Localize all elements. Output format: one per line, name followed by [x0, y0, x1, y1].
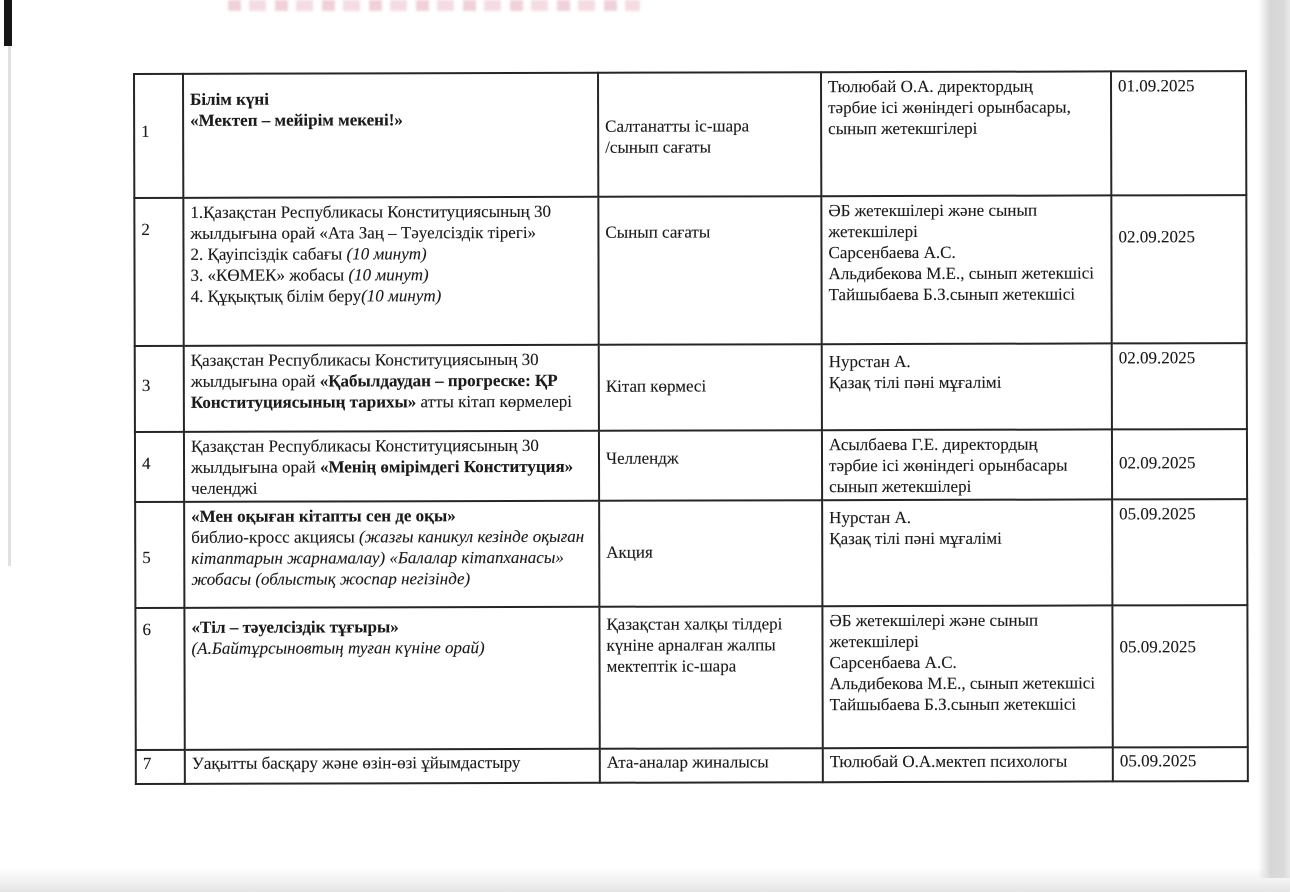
date-cell: 02.09.2025	[1112, 343, 1247, 429]
text-segment: Нурстан А.	[829, 507, 912, 528]
text-segment: Альдибекова М.Е., сынып жетекшісі	[829, 673, 1096, 694]
event-cell	[184, 431, 599, 502]
table-row	[134, 71, 1246, 198]
text-segment: (10 минут)	[348, 265, 429, 285]
text-segment: Тайшыбаева Б.З.сынып жетекшісі	[828, 284, 1076, 305]
text-segment: челенджі	[191, 478, 258, 498]
table-row	[134, 195, 1246, 346]
text-segment: «Балалар кітапханасы» жобасы (облыстық жоспар негізінде)	[191, 547, 564, 589]
text-segment: Тюлюбай О.А. директордың	[828, 76, 1033, 97]
table-row	[136, 747, 1248, 784]
date-cell: 05.09.2025	[1113, 747, 1248, 781]
format-cell	[599, 430, 822, 501]
event-cell	[184, 501, 599, 608]
text-segment: 4. Құқықтық білім беру	[190, 286, 362, 306]
text-segment: Сарсенбаева А.С.	[828, 242, 956, 263]
text-segment: тәрбие ісі жөніндегі орынбасары,	[828, 97, 1071, 118]
format-cell	[599, 500, 822, 607]
text-segment: «Мен оқыған кітапты сен де оқы»	[191, 506, 456, 526]
text-segment: «Менің өмірімдегі Конституция»	[319, 456, 574, 477]
text-segment: Қазақстан Республикасы Конституциясының 30 жылдығына орай	[190, 435, 539, 477]
text-segment: Сынып сағаты	[605, 222, 711, 242]
event-plan-table	[133, 70, 1249, 785]
text-segment: 3. «КӨМЕК» жобасы	[190, 265, 349, 285]
text-segment: (жазғы каникул кезінде оқыған кітаптарын жарнамалау)	[191, 526, 585, 568]
text-segment: Тюлюбай О.А.мектеп психологы	[829, 751, 1068, 772]
scan-left-edge-line	[8, 46, 11, 566]
row-number-cell: 5	[135, 502, 184, 608]
text-segment: атты кітап көрмелері	[416, 391, 573, 412]
format-cell	[599, 344, 822, 431]
event-cell	[183, 197, 598, 346]
text-segment: тәрбие ісі жөніндегі орынбасары	[829, 455, 1068, 476]
row-number-cell: 1	[134, 74, 183, 198]
text-segment: Қазақстан халқы тілдері күніне арналған жалпы мектептік іс-шара	[606, 614, 783, 676]
responsible-cell	[822, 429, 1112, 500]
text-segment: Акция	[606, 542, 653, 562]
text-segment: /сынып сағаты	[605, 137, 712, 157]
responsible-cell	[821, 195, 1111, 344]
date-cell: 02.09.2025	[1111, 195, 1246, 343]
text-segment: Білім күні	[190, 89, 269, 109]
format-cell	[600, 748, 823, 783]
row-number-cell: 4	[135, 432, 184, 502]
date-cell: 02.09.2025	[1112, 429, 1247, 499]
table-row	[135, 499, 1247, 608]
text-segment: ӘБ жетекшілері және сынып жетекшілері	[828, 200, 1038, 242]
row-number-cell: 6	[135, 608, 184, 750]
text-segment: Кітап көрмесі	[605, 376, 707, 396]
format-cell	[598, 196, 821, 345]
text-segment: (10 минут)	[361, 286, 442, 306]
text-segment: «Қабылдаудан – прогреске: ҚР Конституциясының тарихы»	[190, 370, 558, 412]
text-segment: Тайшыбаева Б.З.сынып жетекшісі	[829, 694, 1077, 715]
format-cell	[598, 72, 821, 197]
scan-corner-mark	[4, 0, 12, 46]
responsible-cell	[823, 747, 1113, 782]
text-segment: Нурстан А.	[828, 351, 911, 372]
text-segment: «Тіл – тәуелсіздік тұғыры»	[191, 617, 399, 637]
text-segment: библио-кросс акциясы	[191, 527, 360, 547]
event-cell	[183, 73, 598, 198]
text-segment: (10 минут)	[346, 244, 427, 264]
text-segment: Қазақ тілі пәні мұғалімі	[828, 372, 1002, 393]
text-segment: Асылбаева Г.Е. директордың	[828, 434, 1038, 455]
text-segment: Челлендж	[605, 448, 679, 468]
event-cell	[184, 345, 599, 432]
cut-off-heading-fragment	[228, 0, 640, 11]
table-row	[135, 343, 1247, 432]
responsible-cell	[821, 71, 1111, 196]
date-cell: 01.09.2025	[1111, 71, 1246, 195]
text-segment: 2. Қауіпсіздік сабағы	[190, 244, 347, 264]
table-row	[135, 429, 1247, 502]
date-cell: 05.09.2025	[1112, 605, 1247, 747]
text-segment: Сарсенбаева А.С.	[829, 652, 957, 673]
responsible-cell	[822, 499, 1112, 606]
text-segment: Уақытты басқару және өзін-өзі ұйымдастыру	[191, 752, 521, 773]
text-segment: сынып жетекшгілері	[828, 118, 978, 139]
text-segment: «Мектеп – мейірім мекені!»	[190, 110, 403, 130]
responsible-cell	[822, 343, 1112, 430]
text-segment: 1.Қазақстан Республикасы Конституциясының 30 жылдығына орай «Ата Заң – Тәуелсіздік тірегі»	[190, 201, 552, 243]
date-cell: 05.09.2025	[1112, 499, 1247, 605]
text-segment: Салтанатты іс-шара	[605, 116, 750, 136]
row-number-cell: 2	[134, 198, 183, 346]
row-number-cell: 3	[135, 346, 184, 432]
text-segment: Ата-аналар жиналысы	[606, 752, 769, 772]
format-cell	[599, 606, 822, 749]
text-segment: ӘБ жетекшілері және сынып жетекшілері	[829, 610, 1039, 652]
text-segment: Қазақ тілі пәні мұғалімі	[829, 528, 1002, 549]
scan-right-edge-shadow	[1258, 0, 1290, 878]
event-cell	[185, 749, 600, 784]
row-number-cell: 7	[136, 750, 185, 784]
event-cell	[184, 607, 599, 750]
scan-bottom-edge-shadow	[0, 868, 1290, 892]
text-segment: сынып жетекшілері	[829, 476, 972, 497]
responsible-cell	[822, 605, 1112, 748]
text-segment: Қазақстан Республикасы Конституциясының 30 жылдығына орай	[190, 349, 539, 391]
text-segment: (А.Байтұрсыновтың туған күніне орай)	[191, 638, 485, 658]
text-segment: Альдибекова М.Е., сынып жетекшісі	[828, 263, 1095, 284]
table-row	[135, 605, 1247, 750]
